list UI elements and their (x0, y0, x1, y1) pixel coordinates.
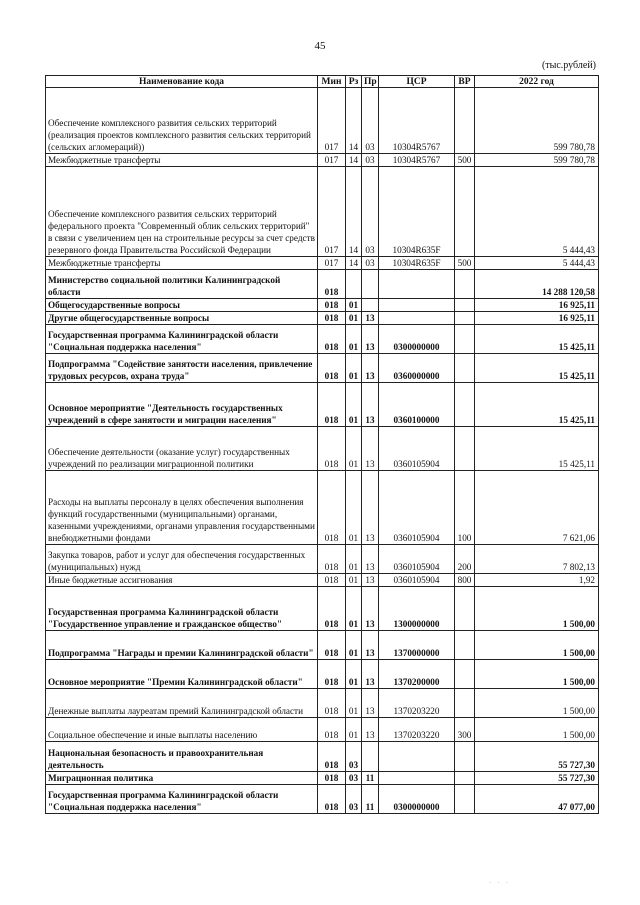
cell-min: 018 (318, 312, 346, 325)
cell-name: Другие общегосударственные вопросы (46, 312, 318, 325)
cell-min: 018 (318, 631, 346, 660)
cell-rz: 01 (346, 718, 362, 742)
cell-name: Государственная программа Калининградской области "Государственное управление и гражданское общество" (46, 587, 318, 631)
cell-name: Иные бюджетные ассигнования (46, 574, 318, 587)
cell-rz: 01 (346, 312, 362, 325)
cell-rz: 01 (346, 689, 362, 718)
cell-rz: 01 (346, 325, 362, 354)
table-row (46, 270, 599, 299)
table-row (46, 742, 599, 772)
cell-rz: 01 (346, 545, 362, 574)
cell-pr: 13 (362, 354, 379, 383)
cell-min: 018 (318, 270, 346, 299)
cell-min: 017 (318, 257, 346, 270)
cell-name: Закупка товаров, работ и услуг для обеспечения государственных (муниципальных) нужд (46, 545, 318, 574)
table-row (46, 471, 599, 545)
cell-amount: 7 802,13 (475, 545, 599, 574)
cell-csr: 1370200000 (379, 660, 455, 689)
cell-amount: 15 425,11 (475, 325, 599, 354)
col-header-vr: ВР (455, 76, 475, 88)
cell-name: Миграционная политика (46, 772, 318, 785)
cell-vr: 500 (455, 257, 475, 270)
cell-rz: 14 (346, 257, 362, 270)
cell-name: Министерство социальной политики Калининградской области (46, 270, 318, 299)
cell-vr: 800 (455, 574, 475, 587)
cell-vr (455, 88, 475, 154)
cell-vr (455, 742, 475, 772)
page-number: 45 (314, 40, 326, 52)
cell-csr: 0360000000 (379, 354, 455, 383)
cell-name: Основное мероприятие "Премии Калининградской области" (46, 660, 318, 689)
col-header-rz: Рз (346, 76, 362, 88)
units-label: (тыс.рублей) (541, 60, 596, 71)
cell-amount: 14 288 120,58 (475, 270, 599, 299)
cell-name: Обеспечение комплексного развития сельских территорий федерального проекта "Современный облик сельских территорий" в связи с увеличением цен на строительные ресурсы за счет средств резервного фонда Правительства Российской Федерации (46, 167, 318, 257)
cell-csr (379, 742, 455, 772)
table-row (46, 167, 599, 257)
cell-min: 018 (318, 383, 346, 427)
col-header-min: Мин (318, 76, 346, 88)
cell-vr (455, 631, 475, 660)
cell-min: 018 (318, 299, 346, 312)
table-row (46, 383, 599, 427)
cell-pr: 13 (362, 587, 379, 631)
table-row (46, 718, 599, 742)
cell-csr: 10304R5767 (379, 88, 455, 154)
cell-csr: 10304R5767 (379, 154, 455, 167)
cell-min: 018 (318, 471, 346, 545)
cell-pr: 13 (362, 325, 379, 354)
cell-pr: 13 (362, 471, 379, 545)
table-row (46, 689, 599, 718)
cell-name: Общегосударственные вопросы (46, 299, 318, 312)
cell-rz: 01 (346, 299, 362, 312)
cell-amount: 599 780,78 (475, 154, 599, 167)
cell-csr: 0360105904 (379, 427, 455, 471)
table-row (46, 545, 599, 574)
col-header-pr: Пр (362, 76, 379, 88)
cell-amount: 1 500,00 (475, 587, 599, 631)
cell-csr (379, 299, 455, 312)
cell-pr: 13 (362, 545, 379, 574)
cell-pr: 13 (362, 689, 379, 718)
cell-vr (455, 270, 475, 299)
table-row (46, 631, 599, 660)
cell-name: Расходы на выплаты персоналу в целях обеспечения выполнения функций государственными (муниципальными) органами, казенными учреждениями, органами управления государственными внебюджетными фондами (46, 471, 318, 545)
cell-amount: 55 727,30 (475, 772, 599, 785)
cell-name: Денежные выплаты лауреатам премий Калининградской области (46, 689, 318, 718)
cell-pr: 03 (362, 257, 379, 270)
cell-min: 017 (318, 88, 346, 154)
table-row (46, 772, 599, 785)
cell-amount: 1 500,00 (475, 631, 599, 660)
cell-min: 018 (318, 325, 346, 354)
table-row (46, 354, 599, 383)
cell-rz: 01 (346, 471, 362, 545)
cell-vr: 500 (455, 154, 475, 167)
table-row (46, 427, 599, 471)
cell-min: 018 (318, 772, 346, 785)
cell-vr (455, 325, 475, 354)
cell-min: 018 (318, 660, 346, 689)
cell-csr: 1300000000 (379, 587, 455, 631)
cell-pr (362, 742, 379, 772)
cell-rz: 03 (346, 772, 362, 785)
cell-amount: 15 425,11 (475, 383, 599, 427)
cell-rz: 14 (346, 167, 362, 257)
cell-rz: 01 (346, 427, 362, 471)
cell-min: 018 (318, 785, 346, 814)
cell-csr: 0360100000 (379, 383, 455, 427)
cell-name: Подпрограмма "Награды и премии Калининградской области" (46, 631, 318, 660)
cell-pr: 11 (362, 785, 379, 814)
cell-pr: 11 (362, 772, 379, 785)
cell-vr (455, 689, 475, 718)
cell-rz: 01 (346, 574, 362, 587)
cell-rz: 03 (346, 742, 362, 772)
cell-rz: 14 (346, 88, 362, 154)
cell-csr: 0360105904 (379, 471, 455, 545)
cell-amount: 7 621,06 (475, 471, 599, 545)
cell-min: 017 (318, 154, 346, 167)
cell-pr: 13 (362, 660, 379, 689)
cell-name: Социальное обеспечение и иные выплаты населению (46, 718, 318, 742)
cell-name: Национальная безопасность и правоохранительная деятельность (46, 742, 318, 772)
cell-min: 018 (318, 587, 346, 631)
table-header-row (46, 76, 599, 88)
cell-name: Государственная программа Калининградской области "Социальная поддержка населения" (46, 325, 318, 354)
budget-table (45, 75, 599, 814)
col-header-csr: ЦСР (379, 76, 455, 88)
cell-vr (455, 299, 475, 312)
cell-rz: 01 (346, 631, 362, 660)
cell-vr (455, 660, 475, 689)
scan-artifact: · · · (488, 879, 510, 887)
cell-vr (455, 312, 475, 325)
cell-csr (379, 270, 455, 299)
cell-rz: 01 (346, 660, 362, 689)
table-row (46, 154, 599, 167)
table-row (46, 257, 599, 270)
col-header-name: Наименование кода (46, 76, 318, 88)
cell-rz: 01 (346, 383, 362, 427)
cell-name: Государственная программа Калининградской области "Социальная поддержка населения" (46, 785, 318, 814)
cell-vr: 100 (455, 471, 475, 545)
cell-rz: 01 (346, 587, 362, 631)
table-row (46, 299, 599, 312)
table-row (46, 312, 599, 325)
cell-pr: 13 (362, 631, 379, 660)
cell-csr: 10304R635F (379, 257, 455, 270)
cell-amount: 55 727,30 (475, 742, 599, 772)
cell-pr: 03 (362, 88, 379, 154)
cell-amount: 1 500,00 (475, 718, 599, 742)
cell-vr: 200 (455, 545, 475, 574)
table-body (46, 88, 599, 814)
cell-rz (346, 270, 362, 299)
cell-min: 017 (318, 167, 346, 257)
cell-amount: 599 780,78 (475, 88, 599, 154)
cell-vr (455, 354, 475, 383)
col-header-year: 2022 год (475, 76, 599, 88)
cell-vr (455, 383, 475, 427)
cell-pr: 13 (362, 574, 379, 587)
cell-rz: 01 (346, 354, 362, 383)
cell-pr: 13 (362, 427, 379, 471)
table-row (46, 587, 599, 631)
cell-name: Обеспечение деятельности (оказание услуг) государственных учреждений по реализации миграционной политики (46, 427, 318, 471)
cell-vr (455, 427, 475, 471)
cell-min: 018 (318, 574, 346, 587)
cell-pr: 13 (362, 718, 379, 742)
cell-vr (455, 587, 475, 631)
cell-rz: 03 (346, 785, 362, 814)
cell-csr: 0360105904 (379, 574, 455, 587)
table-row (46, 660, 599, 689)
cell-vr (455, 785, 475, 814)
cell-pr: 03 (362, 154, 379, 167)
cell-name: Межбюджетные трансферты (46, 154, 318, 167)
cell-csr: 1370203220 (379, 718, 455, 742)
cell-amount: 1 500,00 (475, 689, 599, 718)
cell-amount: 15 425,11 (475, 427, 599, 471)
cell-csr: 0300000000 (379, 325, 455, 354)
cell-name: Подпрограмма "Содействие занятости населения, привлечение трудовых ресурсов, охрана труда" (46, 354, 318, 383)
cell-vr (455, 167, 475, 257)
cell-min: 018 (318, 427, 346, 471)
cell-csr: 1370203220 (379, 689, 455, 718)
cell-vr: 300 (455, 718, 475, 742)
cell-min: 018 (318, 689, 346, 718)
cell-csr: 1370000000 (379, 631, 455, 660)
cell-csr (379, 772, 455, 785)
table-row (46, 325, 599, 354)
cell-amount: 16 925,11 (475, 299, 599, 312)
cell-pr (362, 270, 379, 299)
cell-csr (379, 312, 455, 325)
cell-min: 018 (318, 718, 346, 742)
cell-name: Межбюджетные трансферты (46, 257, 318, 270)
table-row (46, 88, 599, 154)
cell-name: Основное мероприятие "Деятельность государственных учреждений в сфере занятости и миграции населения" (46, 383, 318, 427)
cell-min: 018 (318, 742, 346, 772)
cell-min: 018 (318, 354, 346, 383)
cell-pr: 13 (362, 383, 379, 427)
cell-pr: 03 (362, 167, 379, 257)
cell-rz: 14 (346, 154, 362, 167)
cell-min: 018 (318, 545, 346, 574)
cell-name: Обеспечение комплексного развития сельских территорий (реализация проектов комплексного развития сельских территорий (сельских агломераций)) (46, 88, 318, 154)
cell-amount: 1,92 (475, 574, 599, 587)
cell-amount: 5 444,43 (475, 167, 599, 257)
cell-amount: 5 444,43 (475, 257, 599, 270)
cell-amount: 16 925,11 (475, 312, 599, 325)
cell-pr: 13 (362, 312, 379, 325)
cell-amount: 15 425,11 (475, 354, 599, 383)
cell-amount: 47 077,00 (475, 785, 599, 814)
table-row (46, 574, 599, 587)
cell-csr: 0300000000 (379, 785, 455, 814)
cell-vr (455, 772, 475, 785)
cell-csr: 10304R635F (379, 167, 455, 257)
cell-csr: 0360105904 (379, 545, 455, 574)
table-row (46, 785, 599, 814)
cell-pr (362, 299, 379, 312)
cell-amount: 1 500,00 (475, 660, 599, 689)
